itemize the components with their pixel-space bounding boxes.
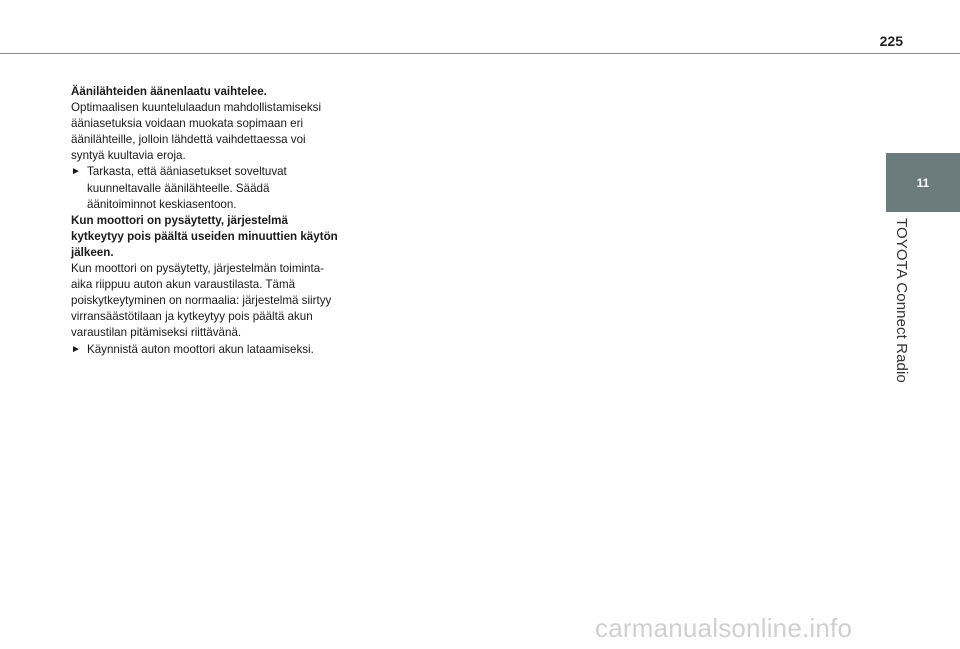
section1-body: Optimaalisen kuuntelulaadun mahdollistamiseksi ääniasetuksia voidaan muokata sopimaan eri äänilähteille, jolloin lähdettä vaihdettaessa voi syntyä kuultavia eroja. [71,101,322,163]
action-arrow-icon: ► [71,343,81,355]
page-number: 225 [879,33,903,49]
watermark: carmanualsonline.info [595,613,853,643]
section1-action-text: Tarkasta, että ääniasetukset soveltuvat kuunneltavalle äänilähteelle. Säädä äänitoiminnot keskiasentoon. [87,165,287,211]
section2-action [71,342,341,358]
section1-heading: Äänilähteiden äänenlaatu vaihtelee. [71,85,267,98]
main-content [71,84,341,358]
header-divider [0,53,960,54]
chapter-number: 11 [916,175,930,190]
section2-heading: Kun moottori on pysäytetty, järjestelmä kytkeytyy pois päältä useiden minuuttien käytön jälkeen. [71,213,338,259]
section2-body: Kun moottori on pysäytetty, järjestelmän toiminta-aika riippuu auton akun varaustilasta. Tämä poiskytkeytyminen on normaalia: järjestelmä siirtyy virransäästötilaan ja kytkeytyy pois päältä akun varaustilan pitämiseksi riittävänä. [71,262,332,340]
chapter-tab [886,153,960,212]
section1-action [71,164,341,212]
action-arrow-icon: ► [71,166,81,178]
chapter-title-container [885,218,921,408]
chapter-title: TOYOTA Connect Radio [893,218,910,383]
section2-action-text: Käynnistä auton moottori akun lataamiseksi. [87,342,314,356]
